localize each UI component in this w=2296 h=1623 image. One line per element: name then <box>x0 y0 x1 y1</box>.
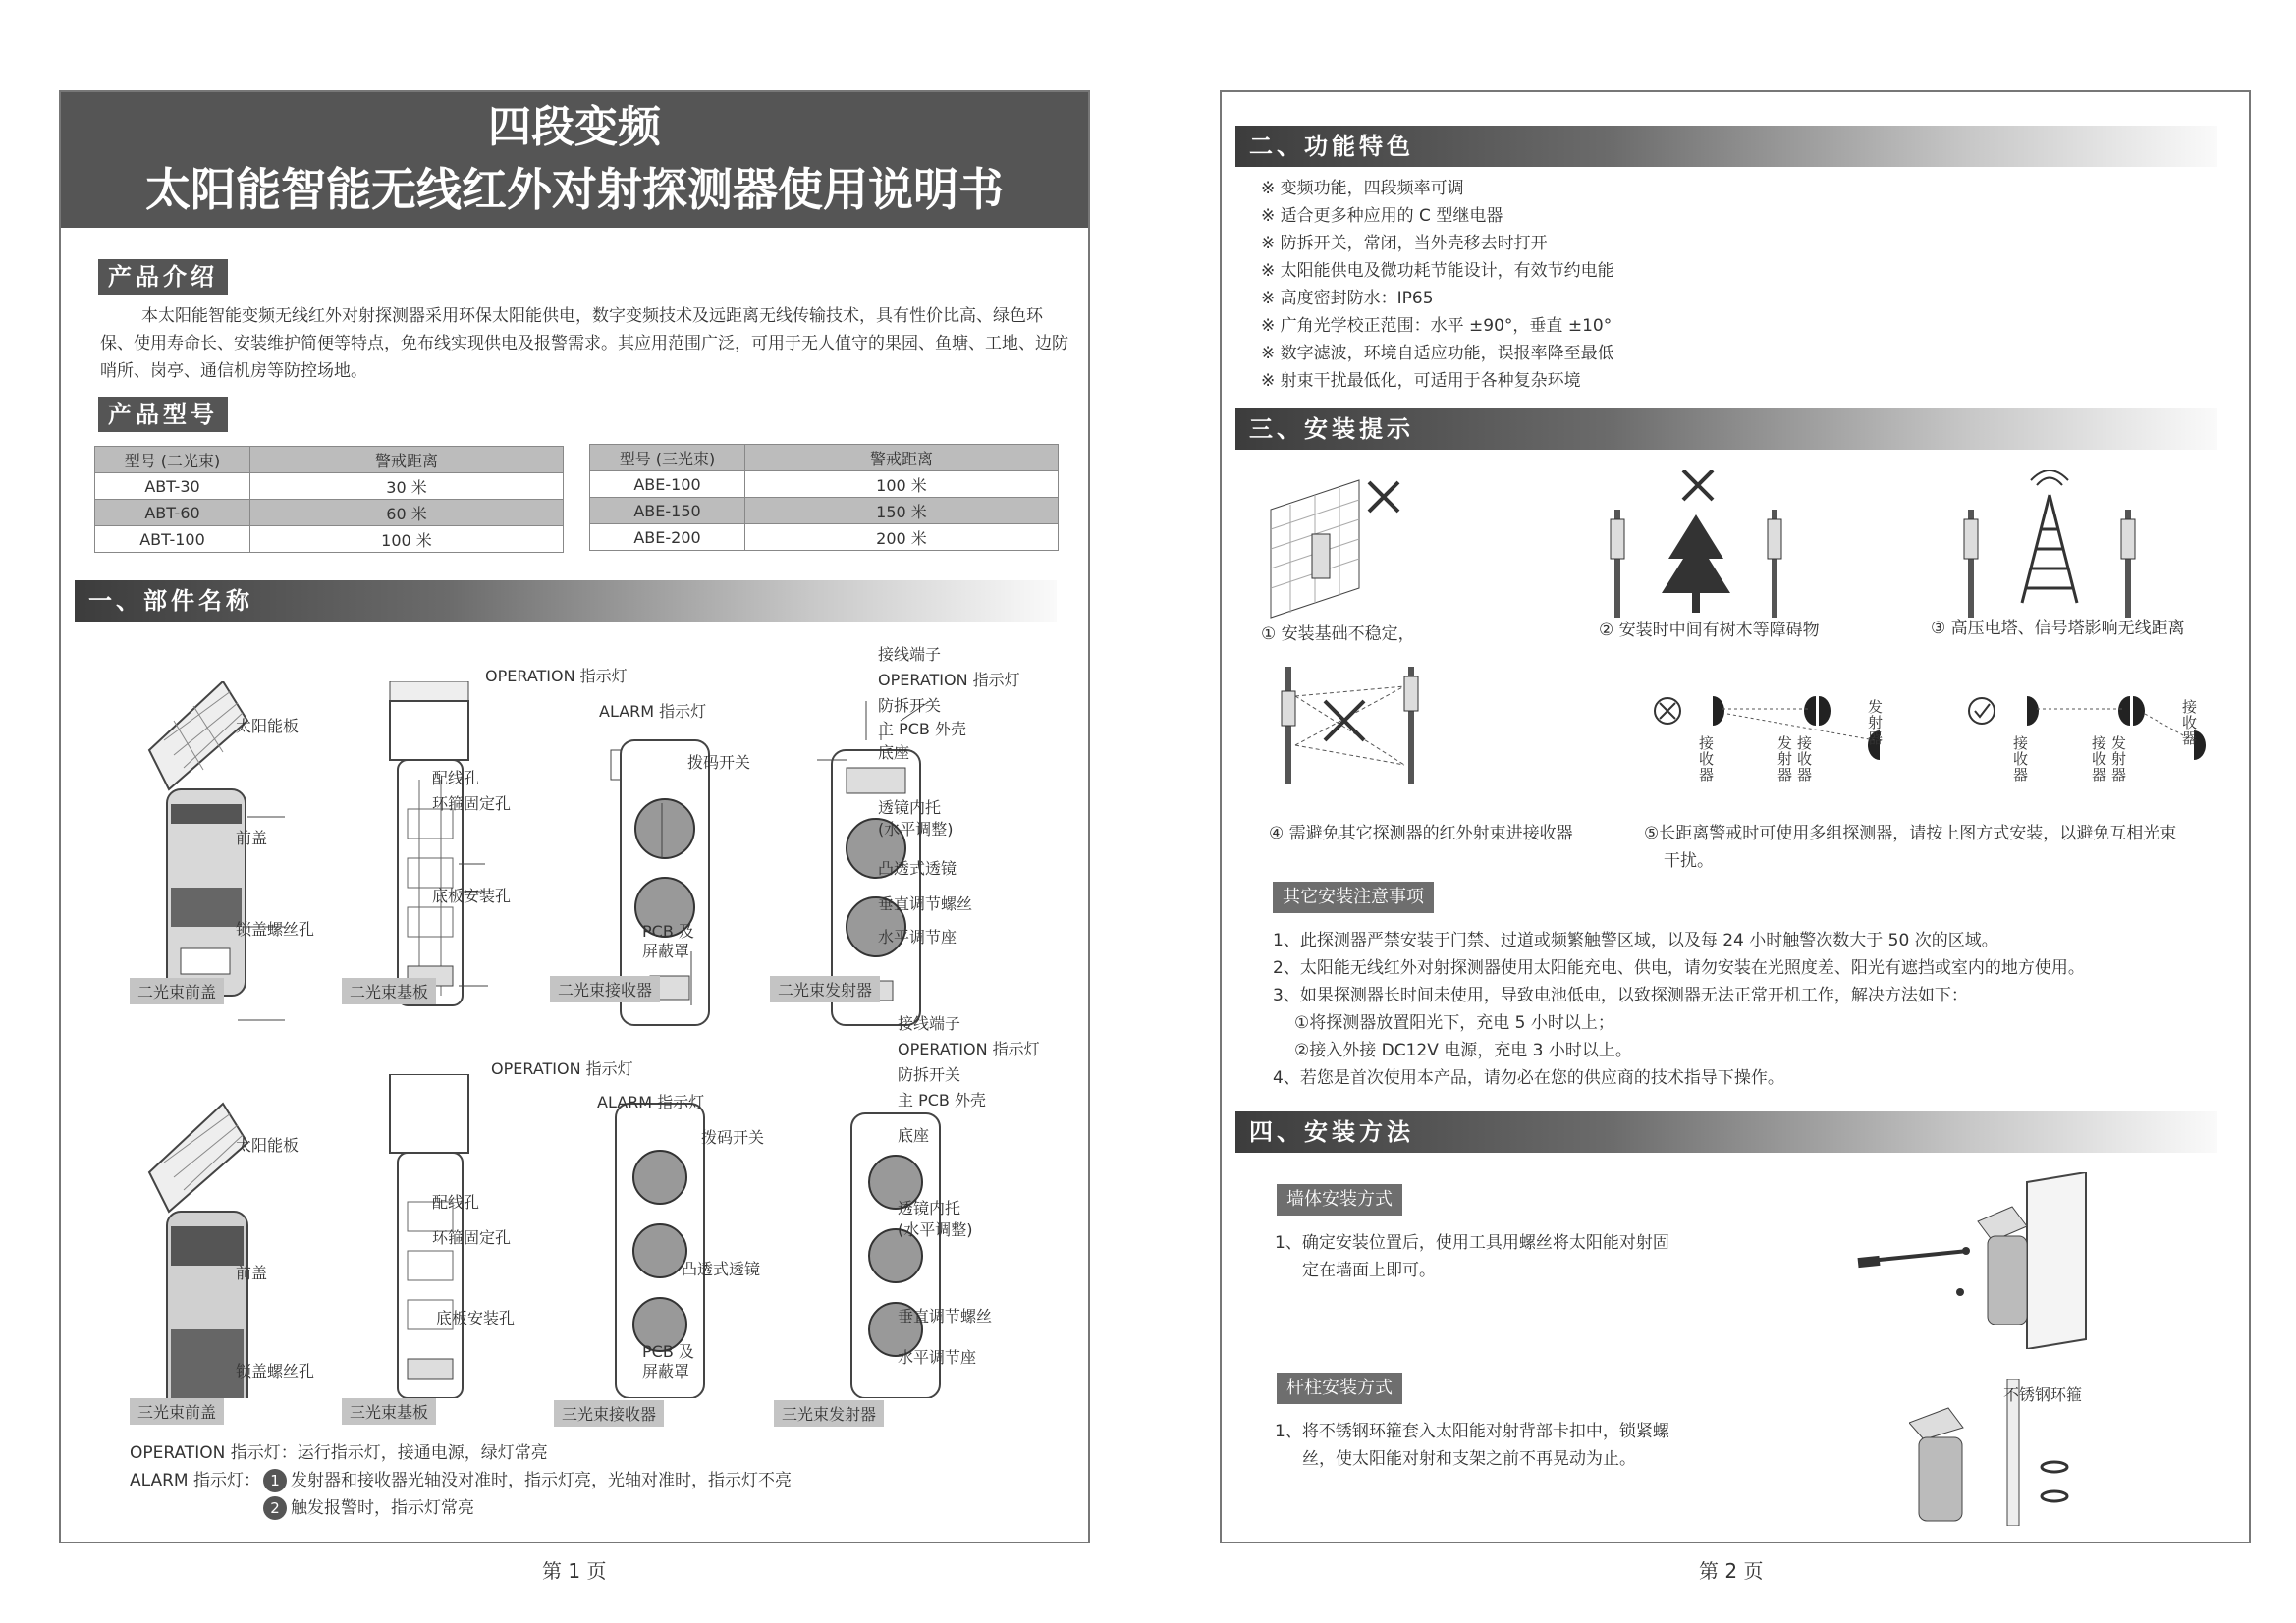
title-band <box>61 92 1088 228</box>
label-hoop-hole: 环箍固定孔 <box>432 794 512 813</box>
table-row <box>95 473 564 500</box>
label-operation-led-tx-3: OPERATION 指示灯 <box>898 1040 1040 1058</box>
table-cell: ABT-30 <box>95 473 250 500</box>
label-stainless-hoop: 不锈钢环箍 <box>2003 1385 2083 1404</box>
tip1-wall-drawing <box>1271 480 1398 618</box>
feature-item: ※ 射束干扰最低化，可适用于各种复杂环境 <box>1261 371 1581 391</box>
caption-three-base: 三光束基板 <box>342 1398 436 1425</box>
note-item: 1、此探测器严禁安装于门禁、过道或频繁触警区域，以及每 24 小时触警次数大于 50 次的区域。 <box>1273 931 1998 950</box>
label-operation-led: OPERATION 指示灯 <box>485 667 628 685</box>
label-convex-lens-3: 凸透式透镜 <box>682 1260 761 1278</box>
table-cell: ABT-60 <box>95 500 250 526</box>
tip-caption-3: ③ 高压电塔、信号塔影响无线距离 <box>1931 619 2185 638</box>
label-pcb-shield-2: 屏蔽罩 <box>642 942 690 960</box>
table-cell: ABT-100 <box>95 526 250 553</box>
label-tamper-3: 防拆开关 <box>898 1065 961 1084</box>
note-item: 3、如果探测器长时间未使用，导致电池低电，以致探测器无法正常开机工作，解决方法如下： <box>1273 986 1968 1005</box>
pole-mount-text-1: 1、将不锈钢环箍套入太阳能对射背部卡扣中，锁紧螺 <box>1275 1422 1669 1441</box>
page-2 <box>1220 90 2251 1543</box>
model-table-two-beam <box>94 446 564 553</box>
feature-item: ※ 变频功能，四段频率可调 <box>1261 179 1464 198</box>
label-main-pcb: 主 PCB 外壳 <box>878 720 966 738</box>
diag-label-rx-a: 接收器 <box>1797 734 1813 784</box>
label-tamper: 防拆开关 <box>878 696 942 715</box>
label-solar-panel: 太阳能板 <box>236 717 300 735</box>
label-terminal: 接线端子 <box>878 645 942 664</box>
label-lens-holder: 透镜内托 <box>878 798 942 817</box>
label-terminal-3: 接线端子 <box>898 1014 961 1033</box>
table-row <box>590 524 1059 551</box>
label-wiring-hole: 配线孔 <box>432 769 480 787</box>
feature-item: ※ 适合更多种应用的 C 型继电器 <box>1261 206 1503 226</box>
table-cell: 60 米 <box>250 500 564 526</box>
install-method-heading: 四、安装方法 <box>1235 1111 2217 1153</box>
label-pcb-shield-3b: 屏蔽罩 <box>642 1362 690 1380</box>
wall-mount-drawing <box>1850 1172 2174 1349</box>
table-header: 警戒距离 <box>250 447 564 473</box>
caption-two-base: 二光束基板 <box>342 978 436 1004</box>
pole-mount-text-2: 丝，使太阳能对射和支架之前不再晃动为止。 <box>1302 1449 1636 1469</box>
caption-three-receiver: 三光束接收器 <box>554 1400 664 1427</box>
label-lock-screw-hole: 锁盖螺丝孔 <box>236 920 315 939</box>
label-horiz-seat-3: 水平调节座 <box>898 1348 977 1367</box>
diag-label-tx-a: 发射器 <box>1777 734 1793 784</box>
label-vert-screw: 垂直调节螺丝 <box>878 894 973 913</box>
model-table-three-beam <box>589 444 1059 551</box>
label-dip-switch: 拨码开关 <box>687 753 751 772</box>
feature-item: ※ 防拆开关，常闭，当外壳移去时打开 <box>1261 234 1548 253</box>
model-heading: 产品型号 <box>98 397 228 432</box>
page-number-2: 第 2 页 <box>1699 1559 1764 1583</box>
caption-three-front: 三光束前盖 <box>130 1398 224 1425</box>
tip-caption-5: ⑤长距离警戒时可使用多组探测器，请按上图方式安装，以避免互相光束 <box>1644 824 2177 843</box>
tip4-cross-drawing <box>1282 667 1418 784</box>
page-number-1: 第 1 页 <box>542 1559 607 1583</box>
feature-item: ※ 广角光学校正范围：水平 ±90°，垂直 ±10° <box>1261 316 1613 336</box>
led-alarm-prefix: ALARM 指示灯： <box>130 1471 261 1490</box>
intro-text: 本太阳能智能变频无线红外对射探测器采用环保太阳能供电，数字变频技术及远距离无线传输技术，具有性价比高、绿色环保、使用寿命长、安装维护简便等特点，免布线实现供电及报警需求。其应用范围广泛，可用于无人值守的果园、鱼塘、工地、边防哨所、岗亭、通信机房等防控场地。 <box>100 306 1068 381</box>
label-base-hole: 底板安装孔 <box>432 887 512 905</box>
label-alarm-led-3: ALARM 指示灯 <box>597 1093 705 1111</box>
other-notes-heading: 其它安装注意事项 <box>1273 882 1434 913</box>
parts-heading: 一、部件名称 <box>75 580 1057 622</box>
diag-label-transmitter-a: 发射器 <box>1868 698 1884 747</box>
label-lock-screw-hole-3: 锁盖螺丝孔 <box>236 1362 315 1380</box>
table-row <box>590 471 1059 498</box>
table-header: 型号 (二光束) <box>95 447 250 473</box>
label-wiring-hole-3: 配线孔 <box>432 1193 480 1212</box>
table-cell: 100 米 <box>250 526 564 553</box>
caption-two-receiver: 二光束接收器 <box>550 976 660 1002</box>
tip-caption-1: ① 安装基础不稳定， <box>1261 624 1415 644</box>
label-dip-switch-3: 拨码开关 <box>701 1128 765 1147</box>
number-badge-2: 2 <box>263 1496 287 1520</box>
label-operation-led-3: OPERATION 指示灯 <box>491 1059 633 1078</box>
table-header: 型号 (三光束) <box>590 445 745 471</box>
note-item: ②接入外接 DC12V 电源，充电 3 小时以上。 <box>1294 1041 1632 1060</box>
title-line-1: 四段变频 <box>488 102 661 152</box>
caption-two-front: 二光束前盖 <box>130 978 224 1004</box>
led-alarm-1: 发射器和接收器光轴没对准时，指示灯亮，光轴对准时，指示灯不亮 <box>291 1471 792 1490</box>
feature-item: ※ 数字滤波，环境自适应功能，误报率降至最低 <box>1261 344 1614 363</box>
wall-mount-text-1: 1、确定安装位置后，使用工具用螺丝将太阳能对射固 <box>1275 1233 1669 1253</box>
pole-mount-heading: 杆柱安装方式 <box>1277 1373 1402 1404</box>
label-lens-holder-3b: (水平调整) <box>898 1220 973 1239</box>
tip-caption-5b: 干扰。 <box>1664 851 1714 871</box>
table-cell: ABE-200 <box>590 524 745 551</box>
label-pcb-shield: PCB 及 <box>642 922 694 941</box>
tip-caption-4: ④ 需避免其它探测器的红外射束进接收器 <box>1269 824 1573 843</box>
title-line-2: 太阳能智能无线红外对射探测器使用说明书 <box>145 163 1004 216</box>
table-header: 警戒距离 <box>745 445 1059 471</box>
table-row <box>590 498 1059 524</box>
tip-caption-2: ② 安装时中间有树木等障碍物 <box>1599 621 1820 640</box>
label-front-cover-3: 前盖 <box>236 1264 268 1282</box>
table-cell: ABE-100 <box>590 471 745 498</box>
table-cell: ABE-150 <box>590 498 745 524</box>
caption-three-transmitter: 三光束发射器 <box>774 1400 884 1427</box>
table-cell: 150 米 <box>745 498 1059 524</box>
install-tips-drawings <box>1261 470 2233 873</box>
label-horiz-seat: 水平调节座 <box>878 928 957 947</box>
wall-mount-text-2: 定在墙面上即可。 <box>1302 1261 1436 1280</box>
diag-label-receiver-c: 接收器 <box>2182 698 2198 747</box>
label-solar-panel-3: 太阳能板 <box>236 1136 300 1155</box>
tip2-tree-drawing <box>1611 470 1781 618</box>
solar-front-cover-drawing <box>149 681 247 996</box>
table-cell: 100 米 <box>745 471 1059 498</box>
label-pcb-shield-3: PCB 及 <box>642 1342 694 1361</box>
table-row <box>95 500 564 526</box>
label-convex-lens: 凸透式透镜 <box>878 859 957 878</box>
label-front-cover: 前盖 <box>236 829 268 847</box>
table-row <box>95 526 564 553</box>
label-base-hole-3: 底板安装孔 <box>436 1309 516 1327</box>
diag-label-tx-b: 发射器 <box>2111 734 2127 784</box>
label-base-3: 底座 <box>898 1126 930 1145</box>
install-tips-heading: 三、安装提示 <box>1235 408 2217 450</box>
label-lens-holder-2: (水平调整) <box>878 820 954 839</box>
solar-front-cover-drawing-3 <box>149 1104 247 1398</box>
label-base: 底座 <box>878 743 910 762</box>
led-alarm-2: 触发报警时，指示灯常亮 <box>291 1498 474 1518</box>
features-heading: 二、功能特色 <box>1235 126 2217 167</box>
intro-heading: 产品介绍 <box>98 259 228 295</box>
caption-two-transmitter: 二光束发射器 <box>770 976 880 1002</box>
tip5-correct-drawing <box>1969 696 2206 760</box>
diag-label-receiver-a: 接收器 <box>1699 734 1715 784</box>
diag-label-rx-b: 接收器 <box>2092 734 2107 784</box>
label-alarm-led: ALARM 指示灯 <box>599 702 707 721</box>
label-hoop-hole-3: 环箍固定孔 <box>432 1228 512 1247</box>
label-lens-holder-3: 透镜内托 <box>898 1199 961 1217</box>
tip3-tower-drawing <box>1964 470 2135 618</box>
label-operation-led-tx: OPERATION 指示灯 <box>878 671 1020 689</box>
led-operation-note: OPERATION 指示灯：运行指示灯，接通电源，绿灯常亮 <box>130 1443 548 1463</box>
diag-label-receiver-b: 接收器 <box>2013 734 2029 784</box>
feature-item: ※ 高度密封防水：IP65 <box>1261 289 1434 308</box>
label-vert-screw-3: 垂直调节螺丝 <box>898 1307 993 1325</box>
table-cell: 30 米 <box>250 473 564 500</box>
note-item: ①将探测器放置阳光下，充电 5 小时以上； <box>1294 1013 1614 1033</box>
note-item: 2、太阳能无线红外对射探测器使用太阳能充电、供电，请勿安装在光照度差、阳光有遮挡或室内的地方使用。 <box>1273 958 2085 978</box>
number-badge-1: 1 <box>263 1469 287 1492</box>
note-item: 4、若您是首次使用本产品，请勿必在您的供应商的技术指导下操作。 <box>1273 1068 1784 1088</box>
wall-mount-heading: 墙体安装方式 <box>1277 1184 1402 1216</box>
table-cell: 200 米 <box>745 524 1059 551</box>
page-1 <box>59 90 1090 1543</box>
base-plate-drawing <box>390 681 468 1005</box>
feature-item: ※ 太阳能供电及微功耗节能设计，有效节约电能 <box>1261 261 1614 281</box>
tip5-wrong-drawing <box>1655 696 1880 760</box>
label-main-pcb-3: 主 PCB 外壳 <box>898 1091 986 1109</box>
